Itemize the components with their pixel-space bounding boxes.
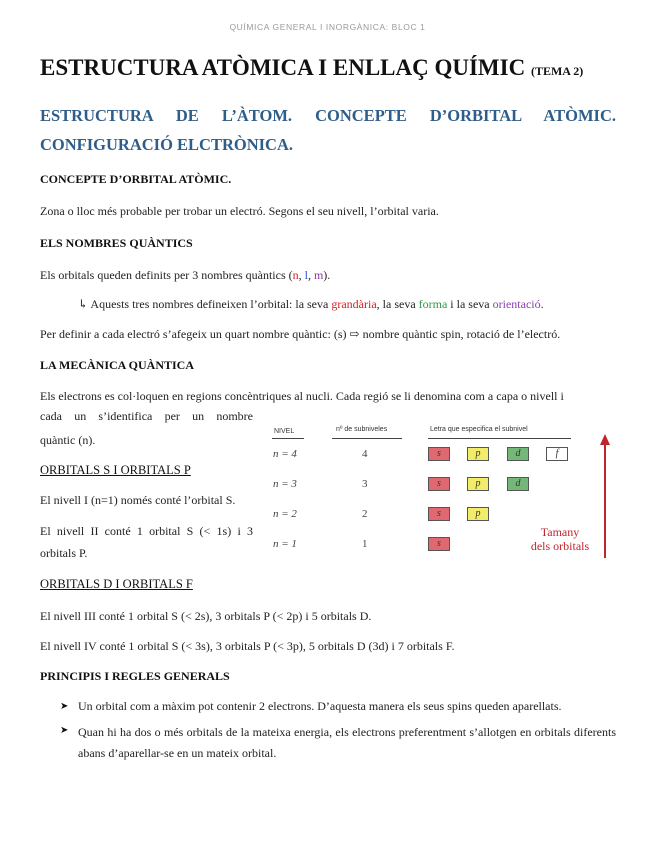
sp-text2a: El nivell II conté 1 orbital S (< 1s) i 3 (40, 524, 253, 538)
figure-subshell-count: 3 (362, 478, 368, 490)
subshell-s-box: s (428, 537, 450, 551)
mecanica-text-line3: quàntic (n). (40, 433, 96, 447)
return-arrow-icon: ↳ (78, 297, 89, 311)
subshell-p-box: p (467, 507, 489, 521)
page-title: ESTRUCTURA ATÒMICA I ENLLAÇ QUÍMIC (TEMA 2) (40, 55, 584, 80)
quantum-n: n (292, 268, 299, 282)
subshell-p-box: p (467, 447, 489, 461)
mecanica-text-line2: cada un s’identifica per un nombre (40, 409, 253, 423)
figure-subshell-count: 1 (362, 538, 368, 550)
subshell-s-box: s (428, 447, 450, 461)
concepte-text: Zona o lloc més probable per trobar un electró. Segons el seu nivell, l’orbital varia. (40, 204, 439, 218)
heading-orbitals-d-f: ORBITALS D I ORBITALS F (40, 577, 193, 591)
subshell-d-box: d (507, 447, 529, 461)
heading-mecanica-quantica: LA MECÀNICA QUÀNTICA (40, 358, 195, 372)
figure-subshell-count: 2 (362, 508, 368, 520)
figure-rule-subniveles (332, 438, 402, 439)
figure-subshell-count: 4 (362, 448, 368, 460)
title-tag: (TEMA 2) (530, 64, 584, 78)
heading-concepte: CONCEPTE D’ORBITAL ATÒMIC. (40, 172, 232, 186)
nombres-text: Els orbitals queden definits per 3 nombres quàntics (n, l, m). (40, 268, 331, 282)
heading-orbitals-s-p: ORBITALS S I ORBITALS P (40, 463, 191, 477)
figure-level-label: n = 1 (273, 538, 297, 550)
subshell-s-box: s (428, 507, 450, 521)
figure-rule-letra (428, 438, 571, 439)
bullet-arrow-icon: ➤ (60, 725, 69, 736)
quantum-m: m (313, 268, 324, 282)
subshell-s-box: s (428, 477, 450, 491)
figure-col-letra: Letra que especifica el subnivel (430, 426, 528, 433)
principle-item: Un orbital com a màxim pot contenir 2 electrons. D’aquesta manera els seus spins queden aparellats. (78, 699, 562, 713)
df-text1: El nivell III conté 1 orbital S (< 2s), 3 orbitals P (< 2p) i 5 orbitals D. (40, 609, 372, 623)
right-arrow-icon: ⇨ (349, 327, 360, 341)
subshell-d-box: d (507, 477, 529, 491)
figure-rule-nivel (272, 438, 304, 439)
running-header: QUÍMICA GENERAL I INORGÀNICA: BLOC 1 (229, 22, 426, 32)
mecanica-text-line1: Els electrons es col·loquen en regions concèntriques al nucli. Cada regió se li denomina com a capa o nivell i (40, 389, 564, 403)
section-subtitle: ESTRUCTURA DE L’ÀTOM. CONCEPTE D’ORBITAL ATÒMIC. CONFIGURACIÓ ELCTRÒNICA. (40, 106, 616, 154)
subshell-p-box: p (467, 477, 489, 491)
df-text2: El nivell IV conté 1 orbital S (< 3s), 3 orbitals P (< 3p), 5 orbitals D (3d) i 7 orbitals F. (40, 639, 455, 653)
quantum-l: l (304, 268, 308, 282)
subshell-figure (270, 420, 620, 565)
size-label: Tamany dels orbitals (530, 525, 590, 553)
figure-level-label: n = 4 (273, 448, 297, 460)
figure-level-label: n = 3 (273, 478, 297, 490)
sp-text2b: orbitals P. (40, 546, 88, 560)
principle-item: Quan hi ha dos o més orbitals de la mateixa energia, els electrons preferentment s’allotgen en orbitals diferents abans d’aparellar-se en un mateix orbital. (78, 725, 616, 760)
figure-col-nivel: NIVEL (274, 428, 295, 435)
figure-level-label: n = 2 (273, 508, 297, 520)
subshell-f-box: f (546, 447, 568, 461)
spin-text: Per definir a cada electró s’afegeix un quart nombre quàntic: (s) ⇨ nombre quàntic spin, rotació de l’electró. (40, 327, 561, 341)
nombres-definition: ↳ Aquests tres nombres defineixen l’orbital: la seva grandària, la seva forma i la seva orientació. (78, 297, 544, 311)
figure-col-subniveles: nº de subniveles (336, 426, 388, 433)
bullet-arrow-icon: ➤ (60, 701, 69, 712)
heading-principis: PRINCIPIS I REGLES GENERALS (40, 669, 230, 683)
sp-text1: El nivell I (n=1) només conté l’orbital S. (40, 493, 236, 507)
heading-nombres-quantics: ELS NOMBRES QUÀNTICS (40, 236, 193, 250)
